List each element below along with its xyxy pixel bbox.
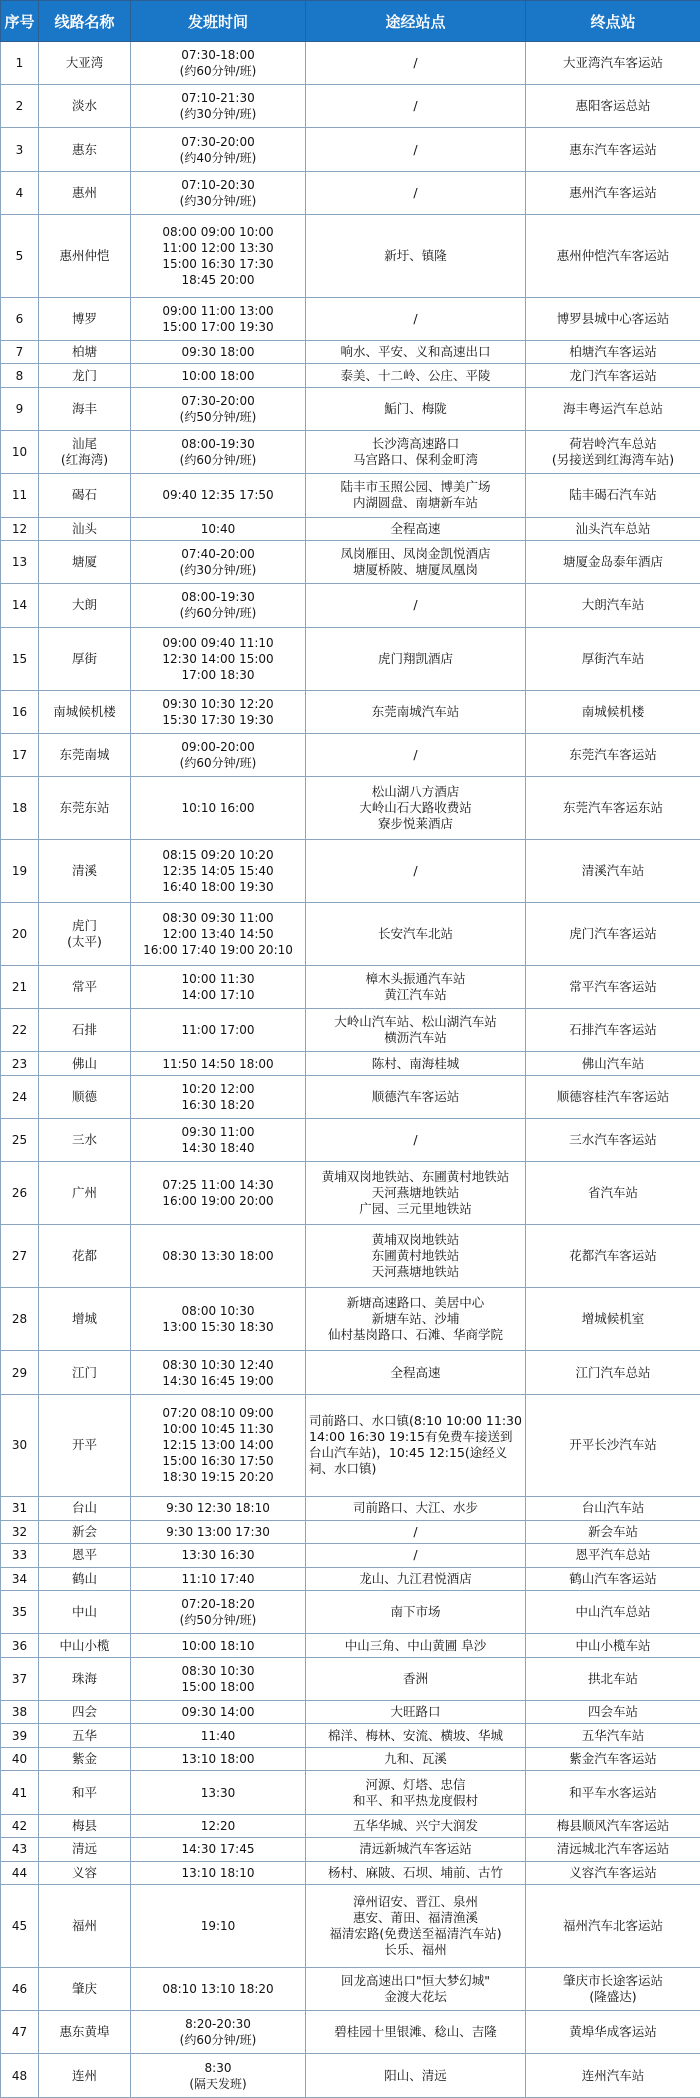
via-stops: 九和、瓦溪 (306, 1747, 526, 1770)
row-number: 21 (1, 966, 39, 1009)
row-number: 40 (1, 1747, 39, 1770)
table-row (1, 431, 700, 474)
departure-time: 08:15 09:20 10:20 12:35 14:05 15:40 16:40 18:00 19:30 (131, 840, 306, 903)
departure-time: 07:10-20:30 (约30分钟/班) (131, 171, 306, 214)
departure-time: 09:00-20:00 (约60分钟/班) (131, 733, 306, 776)
header-destination: 终点站 (526, 1, 700, 42)
table-row (1, 1544, 700, 1567)
via-stops: 大旺路口 (306, 1701, 526, 1724)
row-number: 18 (1, 777, 39, 840)
table-row (1, 840, 700, 903)
row-number: 41 (1, 1771, 39, 1814)
row-number: 24 (1, 1075, 39, 1118)
via-stops: / (306, 297, 526, 340)
departure-time: 10:10 16:00 (131, 777, 306, 840)
route-name: 梅县 (39, 1814, 131, 1837)
departure-time: 09:30 11:00 14:30 18:40 (131, 1119, 306, 1162)
row-number: 39 (1, 1724, 39, 1747)
departure-time: 08:00-19:30 (约60分钟/班) (131, 584, 306, 627)
row-number: 34 (1, 1567, 39, 1590)
departure-time: 10:20 12:00 16:30 18:20 (131, 1075, 306, 1118)
destination: 龙门汽车客运站 (526, 364, 700, 387)
destination: 台山汽车站 (526, 1497, 700, 1520)
table-row (1, 1225, 700, 1288)
table-row (1, 541, 700, 584)
via-stops: / (306, 171, 526, 214)
via-stops: 陈村、南海桂城 (306, 1052, 526, 1075)
route-name: 佛山 (39, 1052, 131, 1075)
destination: 柏塘汽车客运站 (526, 340, 700, 363)
destination: 肇庆市长途客运站 (隆盛达) (526, 1967, 700, 2010)
table-row (1, 1520, 700, 1543)
destination: 清远城北汽车客运站 (526, 1838, 700, 1861)
table-row (1, 1724, 700, 1747)
via-stops: 杨村、麻陂、石坝、埔前、古竹 (306, 1861, 526, 1884)
via-stops: / (306, 1544, 526, 1567)
route-name: 和平 (39, 1771, 131, 1814)
departure-time: 08:30 10:30 12:40 14:30 16:45 19:00 (131, 1351, 306, 1394)
route-name: 福州 (39, 1885, 131, 1968)
via-stops: 清远新城汽车客运站 (306, 1838, 526, 1861)
table-row (1, 1119, 700, 1162)
table-row (1, 777, 700, 840)
route-name: 塘厦 (39, 541, 131, 584)
departure-time: 09:00 11:00 13:00 15:00 17:00 19:30 (131, 297, 306, 340)
table-row (1, 1394, 700, 1497)
destination: 大亚湾汽车客运站 (526, 42, 700, 85)
destination: 博罗县城中心客运站 (526, 297, 700, 340)
departure-time: 08:00 09:00 10:00 11:00 12:00 13:30 15:00 16:30 17:30 18:45 20:00 (131, 214, 306, 297)
destination: 三水汽车客运站 (526, 1119, 700, 1162)
row-number: 36 (1, 1634, 39, 1657)
row-number: 29 (1, 1351, 39, 1394)
route-name: 新会 (39, 1520, 131, 1543)
row-number: 42 (1, 1814, 39, 1837)
table-row (1, 42, 700, 85)
via-stops: 香洲 (306, 1657, 526, 1700)
route-name: 东莞南城 (39, 733, 131, 776)
via-stops: 漳州诏安、晋江、泉州 惠安、莆田、福清渔溪 福清宏路(免费送至福清汽车站) 长乐、福州 (306, 1885, 526, 1968)
table-row (1, 1838, 700, 1861)
route-name: 增城 (39, 1288, 131, 1351)
row-number: 2 (1, 85, 39, 128)
route-name: 顺德 (39, 1075, 131, 1118)
route-name: 石排 (39, 1009, 131, 1052)
route-name: 开平 (39, 1394, 131, 1497)
route-name: 惠东 (39, 128, 131, 171)
table-row (1, 2054, 700, 2098)
row-number: 8 (1, 364, 39, 387)
table-row (1, 2011, 700, 2054)
via-stops: 长安汽车北站 (306, 903, 526, 966)
departure-time: 9:30 13:00 17:30 (131, 1520, 306, 1543)
departure-time: 07:30-20:00 (约40分钟/班) (131, 128, 306, 171)
table-row (1, 1771, 700, 1814)
departure-time: 08:00-19:30 (约60分钟/班) (131, 431, 306, 474)
row-number: 31 (1, 1497, 39, 1520)
row-number: 33 (1, 1544, 39, 1567)
row-number: 43 (1, 1838, 39, 1861)
route-name: 汕头 (39, 517, 131, 540)
route-name: 大朗 (39, 584, 131, 627)
destination: 清溪汽车站 (526, 840, 700, 903)
route-name: 连州 (39, 2054, 131, 2098)
via-stops: 司前路口、大江、水步 (306, 1497, 526, 1520)
table-row (1, 1009, 700, 1052)
row-number: 11 (1, 474, 39, 517)
table-row (1, 1885, 700, 1968)
destination: 惠州仲恺汽车客运站 (526, 214, 700, 297)
destination: 顺德容桂汽车客运站 (526, 1075, 700, 1118)
destination: 海丰粤运汽车总站 (526, 387, 700, 430)
table-row (1, 128, 700, 171)
departure-time: 07:30-20:00 (约50分钟/班) (131, 387, 306, 430)
destination: 虎门汽车客运站 (526, 903, 700, 966)
departure-time: 12:20 (131, 1814, 306, 1837)
via-stops: / (306, 85, 526, 128)
via-stops: 凤岗雁田、凤岗金凯悦酒店 塘厦桥陂、塘厦凤凰岗 (306, 541, 526, 584)
table-row (1, 1634, 700, 1657)
via-stops: 五华华城、兴宁大润发 (306, 1814, 526, 1837)
table-row (1, 1657, 700, 1700)
row-number: 7 (1, 340, 39, 363)
departure-time: 8:30 (隔天发班) (131, 2054, 306, 2098)
destination: 中山小榄车站 (526, 1634, 700, 1657)
table-row (1, 171, 700, 214)
route-name: 大亚湾 (39, 42, 131, 85)
via-stops: 司前路口、水口镇(8:10 10:00 11:30 14:00 16:30 19:15有免费车接送到台山汽车站)，10:45 12:15(途经义祠、水口镇) (306, 1394, 526, 1497)
departure-time: 09:30 14:00 (131, 1701, 306, 1724)
destination: 黄埠华成客运站 (526, 2011, 700, 2054)
header-row (1, 1, 700, 42)
row-number: 47 (1, 2011, 39, 2054)
departure-time: 07:40-20:00 (约30分钟/班) (131, 541, 306, 584)
route-name: 惠州 (39, 171, 131, 214)
departure-time: 8:20-20:30 (约60分钟/班) (131, 2011, 306, 2054)
via-stops: 阳山、清远 (306, 2054, 526, 2098)
table-row (1, 364, 700, 387)
via-stops: 长沙湾高速路口 马宫路口、保利金町湾 (306, 431, 526, 474)
departure-time: 07:10-21:30 (约30分钟/班) (131, 85, 306, 128)
departure-time: 10:40 (131, 517, 306, 540)
row-number: 46 (1, 1967, 39, 2010)
via-stops: / (306, 584, 526, 627)
route-name: 海丰 (39, 387, 131, 430)
destination: 省汽车站 (526, 1162, 700, 1225)
via-stops: / (306, 733, 526, 776)
via-stops: 大岭山汽车站、松山湖汽车站 横沥汽车站 (306, 1009, 526, 1052)
route-name: 清远 (39, 1838, 131, 1861)
row-number: 16 (1, 690, 39, 733)
departure-time: 11:00 17:00 (131, 1009, 306, 1052)
row-number: 30 (1, 1394, 39, 1497)
via-stops: 全程高速 (306, 1351, 526, 1394)
destination: 石排汽车客运站 (526, 1009, 700, 1052)
via-stops: 泰美、十二岭、公庄、平陵 (306, 364, 526, 387)
departure-time: 08:10 13:10 18:20 (131, 1967, 306, 2010)
destination: 和平车水客运站 (526, 1771, 700, 1814)
route-name: 四会 (39, 1701, 131, 1724)
via-stops: 黄埔双岗地铁站、东圃黄村地铁站 天河燕塘地铁站 广园、三元里地铁站 (306, 1162, 526, 1225)
destination: 义容汽车客运站 (526, 1861, 700, 1884)
destination: 新会车站 (526, 1520, 700, 1543)
row-number: 1 (1, 42, 39, 85)
table-row (1, 474, 700, 517)
departure-time: 08:30 10:30 15:00 18:00 (131, 1657, 306, 1700)
via-stops: 回龙高速出口"恒大梦幻城" 金渡大花坛 (306, 1967, 526, 2010)
departure-time: 11:50 14:50 18:00 (131, 1052, 306, 1075)
row-number: 22 (1, 1009, 39, 1052)
row-number: 4 (1, 171, 39, 214)
row-number: 9 (1, 387, 39, 430)
route-name: 恩平 (39, 1544, 131, 1567)
departure-time: 08:30 09:30 11:00 12:00 13:40 14:50 16:00 17:40 19:00 20:10 (131, 903, 306, 966)
table-row (1, 1052, 700, 1075)
row-number: 13 (1, 541, 39, 584)
table-row (1, 517, 700, 540)
route-name: 博罗 (39, 297, 131, 340)
route-name: 肇庆 (39, 1967, 131, 2010)
route-name: 虎门 (太平) (39, 903, 131, 966)
departure-time: 9:30 12:30 18:10 (131, 1497, 306, 1520)
route-name: 台山 (39, 1497, 131, 1520)
departure-time: 07:20-18:20 (约50分钟/班) (131, 1591, 306, 1634)
departure-time: 10:00 18:10 (131, 1634, 306, 1657)
table-row (1, 85, 700, 128)
route-name: 五华 (39, 1724, 131, 1747)
via-stops: / (306, 1520, 526, 1543)
row-number: 27 (1, 1225, 39, 1288)
row-number: 19 (1, 840, 39, 903)
destination: 厚街汽车站 (526, 627, 700, 690)
table-row (1, 214, 700, 297)
row-number: 15 (1, 627, 39, 690)
header-via-stops: 途经站点 (306, 1, 526, 42)
route-name: 厚街 (39, 627, 131, 690)
row-number: 10 (1, 431, 39, 474)
departure-time: 08:00 10:30 13:00 15:30 18:30 (131, 1288, 306, 1351)
route-name: 中山 (39, 1591, 131, 1634)
row-number: 20 (1, 903, 39, 966)
table-row (1, 1288, 700, 1351)
route-name: 惠东黄埠 (39, 2011, 131, 2054)
departure-time: 07:20 08:10 09:00 10:00 10:45 11:30 12:15 13:00 14:00 15:00 16:30 17:50 18:30 19:15 20:20 (131, 1394, 306, 1497)
table-row (1, 1967, 700, 2010)
departure-time: 09:30 18:00 (131, 340, 306, 363)
header-no: 序号 (1, 1, 39, 42)
table-row (1, 903, 700, 966)
destination: 南城候机楼 (526, 690, 700, 733)
row-number: 6 (1, 297, 39, 340)
row-number: 14 (1, 584, 39, 627)
destination: 常平汽车客运站 (526, 966, 700, 1009)
via-stops: 河源、灯塔、忠信 和平、和平热龙度假村 (306, 1771, 526, 1814)
via-stops: 龙山、九江君悦酒店 (306, 1567, 526, 1590)
route-name: 义容 (39, 1861, 131, 1884)
departure-time: 13:30 16:30 (131, 1544, 306, 1567)
departure-time: 11:10 17:40 (131, 1567, 306, 1590)
via-stops: 新圩、镇隆 (306, 214, 526, 297)
via-stops: 黄埔双岗地铁站 东圃黄村地铁站 天河燕塘地铁站 (306, 1225, 526, 1288)
destination: 拱北车站 (526, 1657, 700, 1700)
table-row (1, 1861, 700, 1884)
departure-time: 13:10 18:00 (131, 1747, 306, 1770)
row-number: 45 (1, 1885, 39, 1968)
row-number: 32 (1, 1520, 39, 1543)
table-row (1, 966, 700, 1009)
table-row (1, 1162, 700, 1225)
header-departure-time: 发班时间 (131, 1, 306, 42)
destination: 恩平汽车总站 (526, 1544, 700, 1567)
destination: 梅县顺风汽车客运站 (526, 1814, 700, 1837)
via-stops: / (306, 128, 526, 171)
table-row (1, 340, 700, 363)
table-row (1, 297, 700, 340)
destination: 中山汽车总站 (526, 1591, 700, 1634)
destination: 花都汽车客运站 (526, 1225, 700, 1288)
route-name: 清溪 (39, 840, 131, 903)
table-row (1, 1351, 700, 1394)
route-name: 碣石 (39, 474, 131, 517)
table-row (1, 1701, 700, 1724)
departure-time: 09:00 09:40 11:10 12:30 14:00 15:00 17:00 18:30 (131, 627, 306, 690)
destination: 紫金汽车客运站 (526, 1747, 700, 1770)
route-name: 淡水 (39, 85, 131, 128)
destination: 福州汽车北客运站 (526, 1885, 700, 1968)
via-stops: 鮜门、梅陇 (306, 387, 526, 430)
via-stops: 碧桂园十里银滩、稔山、吉隆 (306, 2011, 526, 2054)
route-name: 中山小榄 (39, 1634, 131, 1657)
departure-time: 10:00 11:30 14:00 17:10 (131, 966, 306, 1009)
route-name: 东莞东站 (39, 777, 131, 840)
via-stops: 顺德汽车客运站 (306, 1075, 526, 1118)
route-name: 花都 (39, 1225, 131, 1288)
via-stops: 樟木头振通汽车站 黄江汽车站 (306, 966, 526, 1009)
via-stops: 新塘高速路口、美居中心 新塘车站、沙埔 仙村基岗路口、石滩、华商学院 (306, 1288, 526, 1351)
destination: 汕头汽车总站 (526, 517, 700, 540)
via-stops: 南下市场 (306, 1591, 526, 1634)
row-number: 44 (1, 1861, 39, 1884)
departure-time: 14:30 17:45 (131, 1838, 306, 1861)
route-name: 惠州仲恺 (39, 214, 131, 297)
via-stops: 虎门翔凯酒店 (306, 627, 526, 690)
route-name: 珠海 (39, 1657, 131, 1700)
departure-time: 13:30 (131, 1771, 306, 1814)
route-name: 紫金 (39, 1747, 131, 1770)
destination: 惠阳客运总站 (526, 85, 700, 128)
destination: 增城候机室 (526, 1288, 700, 1351)
destination: 惠东汽车客运站 (526, 128, 700, 171)
via-stops: 响水、平安、义和高速出口 (306, 340, 526, 363)
destination: 鹤山汽车客运站 (526, 1567, 700, 1590)
departure-time: 09:30 10:30 12:20 15:30 17:30 19:30 (131, 690, 306, 733)
header-route-name: 线路名称 (39, 1, 131, 42)
destination: 开平长沙汽车站 (526, 1394, 700, 1497)
row-number: 28 (1, 1288, 39, 1351)
destination: 四会车站 (526, 1701, 700, 1724)
table-body (1, 42, 700, 2098)
row-number: 37 (1, 1657, 39, 1700)
departure-time: 10:00 18:00 (131, 364, 306, 387)
destination: 东莞汽车客运站 (526, 733, 700, 776)
route-name: 鹤山 (39, 1567, 131, 1590)
destination: 连州汽车站 (526, 2054, 700, 2098)
departure-time: 13:10 18:10 (131, 1861, 306, 1884)
via-stops: 中山三角、中山黄圃 阜沙 (306, 1634, 526, 1657)
via-stops: / (306, 840, 526, 903)
row-number: 12 (1, 517, 39, 540)
table-row (1, 584, 700, 627)
route-name: 柏塘 (39, 340, 131, 363)
row-number: 38 (1, 1701, 39, 1724)
row-number: 48 (1, 2054, 39, 2098)
table-row (1, 1591, 700, 1634)
table-row (1, 387, 700, 430)
row-number: 25 (1, 1119, 39, 1162)
row-number: 5 (1, 214, 39, 297)
route-name: 江门 (39, 1351, 131, 1394)
via-stops: / (306, 1119, 526, 1162)
row-number: 3 (1, 128, 39, 171)
table-row (1, 1814, 700, 1837)
departure-time: 08:30 13:30 18:00 (131, 1225, 306, 1288)
departure-time: 19:10 (131, 1885, 306, 1968)
destination: 东莞汽车客运东站 (526, 777, 700, 840)
table-row (1, 1567, 700, 1590)
row-number: 17 (1, 733, 39, 776)
via-stops: 陆丰市玉照公园、博美广场 内湖圆盘、南塘新车站 (306, 474, 526, 517)
route-name: 常平 (39, 966, 131, 1009)
departure-time: 07:25 11:00 14:30 16:00 19:00 20:00 (131, 1162, 306, 1225)
table-row (1, 627, 700, 690)
route-name: 龙门 (39, 364, 131, 387)
row-number: 35 (1, 1591, 39, 1634)
destination: 佛山汽车站 (526, 1052, 700, 1075)
route-name: 汕尾 (红海湾) (39, 431, 131, 474)
departure-time: 07:30-18:00 (约60分钟/班) (131, 42, 306, 85)
destination: 大朗汽车站 (526, 584, 700, 627)
via-stops: 松山湖八方酒店 大岭山石大路收费站 寮步悦莱酒店 (306, 777, 526, 840)
table-row (1, 690, 700, 733)
route-name: 三水 (39, 1119, 131, 1162)
table-row (1, 733, 700, 776)
destination: 江门汽车总站 (526, 1351, 700, 1394)
route-name: 广州 (39, 1162, 131, 1225)
table-row (1, 1747, 700, 1770)
via-stops: 棉洋、梅林、安流、横坡、华城 (306, 1724, 526, 1747)
destination: 塘厦金岛泰年酒店 (526, 541, 700, 584)
destination: 惠州汽车客运站 (526, 171, 700, 214)
table-row (1, 1497, 700, 1520)
via-stops: 全程高速 (306, 517, 526, 540)
row-number: 23 (1, 1052, 39, 1075)
row-number: 26 (1, 1162, 39, 1225)
departure-time: 09:40 12:35 17:50 (131, 474, 306, 517)
destination: 陆丰碣石汽车站 (526, 474, 700, 517)
destination: 荷岩岭汽车总站 (另接送到红海湾车站) (526, 431, 700, 474)
via-stops: / (306, 42, 526, 85)
via-stops: 东莞南城汽车站 (306, 690, 526, 733)
route-name: 南城候机楼 (39, 690, 131, 733)
departure-time: 11:40 (131, 1724, 306, 1747)
table-row (1, 1075, 700, 1118)
destination: 五华汽车站 (526, 1724, 700, 1747)
